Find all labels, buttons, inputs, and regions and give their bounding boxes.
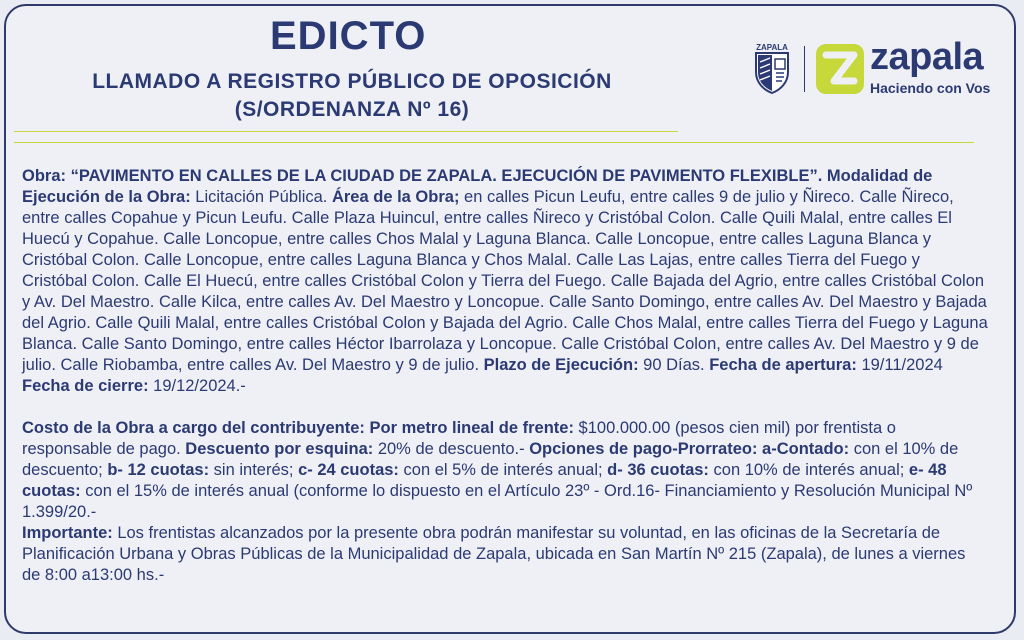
plazo-label: Plazo de Ejecución: — [483, 356, 639, 374]
option-d-label: d- 36 cuotas: — [607, 461, 709, 479]
cierre-label: Fecha de cierre: — [22, 377, 149, 395]
divider-long — [14, 142, 974, 143]
brand-separator — [804, 46, 805, 92]
costo-value: $100.000.00 (pesos cien mil) por frentista o responsable de pago. — [22, 419, 896, 458]
descuento-value: 20% de descuento.- — [373, 440, 530, 458]
modalidad-label: Modalidad de Ejecución de la Obra: — [22, 167, 933, 206]
municipal-shield-logo — [752, 42, 792, 94]
obra-label: Obra: “PAVIMENTO EN CALLES DE LA CIUDAD DE ZAPALA. EJECUCIÓN DE PAVIMENTO FLEXIBLE”. — [22, 167, 823, 185]
apertura-label: Fecha de apertura: — [709, 356, 857, 374]
brand-tagline: Haciendo con Vos — [870, 80, 991, 96]
brand-name: zapala — [870, 36, 984, 78]
descuento-label: Descuento por esquina: — [185, 440, 374, 458]
option-d-value: con 10% de interés anual; — [708, 461, 909, 479]
opciones-label: Opciones de pago-Prorrateo: a-Contado: — [529, 440, 850, 458]
option-c-label: c- 24 cuotas: — [298, 461, 399, 479]
option-b-label: b- 12 cuotas: — [107, 461, 210, 479]
subtitle-line-2: (S/ORDENANZA Nº 16) — [234, 98, 470, 121]
importante-value: Los frentistas alcanzados por la presente obra podrán manifestar su voluntad, en las oficinas de la Secretaría de Planificación Urbana y Obras Públicas de la Municipalidad de Zapala, ubicada en San Martín Nº 215 (Zapala), de lunes a viernes de 8:00 a13:00 hs.- — [22, 524, 966, 584]
opciones-value: con el 10% de descuento; — [22, 440, 959, 479]
option-e-label: e- 48 cuotas: — [22, 461, 947, 500]
apertura-value: 19/11/2024 — [856, 356, 943, 374]
page-title: EDICTO — [270, 14, 427, 58]
plazo-value: 90 Días. — [638, 356, 710, 374]
cost-paragraph — [22, 418, 988, 523]
edict-body — [22, 166, 988, 586]
important-paragraph — [22, 523, 988, 586]
subtitle-line-1: LLAMADO A REGISTRO PÚBLICO DE OPOSICIÓN — [92, 70, 612, 93]
zapala-z-logo-icon — [816, 44, 864, 94]
costo-label: Costo de la Obra a cargo del contribuyente: Por metro lineal de frente: — [22, 419, 574, 437]
cierre-value: 19/12/2024.- — [148, 377, 246, 395]
area-value: en calles Picun Leufu, entre calles 9 de julio y Ñireco. Calle Ñireco, entre calles Copahue y Picun Leufu. Calle Plaza Huincul, entre calles Ñireco y Cristóbal Colon. Calle Quili Malal, entre calles El Huecú y Copahue. Calle Loncopue, entre calles Chos Malal y Laguna Blanca. Calle Loncopue, entre calles Laguna Blanca y Cristóbal Colon. Calle Loncopue, entre calles Laguna Blanca y Chos Malal. Calle Las Lajas, entre calles Tierra del Fuego y Cristóbal Colon. Calle El Huecú, entre calles Cristóbal Colon y Tierra del Fuego. Calle Bajada del Agrio, entre calles Cristóbal Colon y Av. Del Maestro. Calle Kilca, entre calles Av. Del Maestro y Loncopue. Calle Santo Domingo, entre calles Av. Del Maestro y Bajada del Agrio. Calle Quili Malal, entre calles Cristóbal Colon y Bajada del Agrio. Calle Chos Malal, entre calles Tierra del Fuego y Laguna Blanca. Calle Santo Domingo, entre calles Héctor Ibarrolaza y Loncopue. Calle Cristóbal Colon, entre calles Av. Del Maestro y 9 de julio. Calle Riobamba, entre calles Av. Del Maestro y 9 de julio. — [22, 188, 988, 374]
option-b-value: sin interés; — [209, 461, 299, 479]
shield-text: ZAPALA — [756, 43, 788, 52]
option-e-value: con el 15% de interés anual (conforme lo dispuesto en el Artículo 23º - Ord.16- Financiamiento y Resolución Municipal Nº 1.399/20.- — [22, 482, 973, 521]
option-c-value: con el 5% de interés anual; — [398, 461, 608, 479]
area-label: Área de la Obra; — [331, 188, 460, 206]
divider-short — [14, 131, 678, 132]
importante-label: Importante: — [22, 524, 113, 542]
modalidad-value: Licitación Pública. — [190, 188, 332, 206]
works-paragraph — [22, 166, 988, 397]
page-subtitle — [70, 68, 634, 124]
